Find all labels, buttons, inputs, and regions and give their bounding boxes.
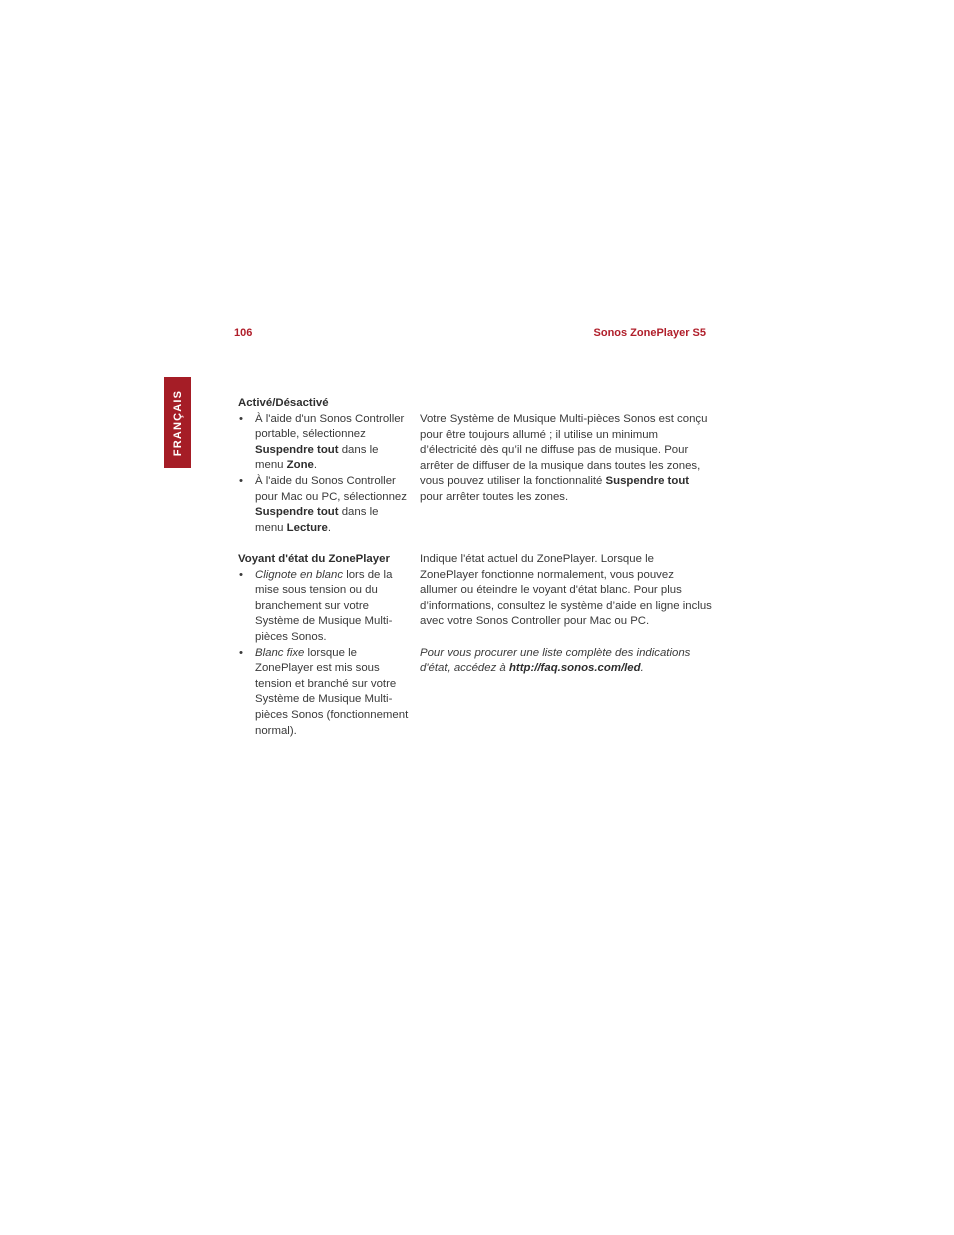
onoff-instructions (238, 396, 410, 536)
bullet-icon: • (239, 646, 243, 659)
bullet-text: À l'aide du Sonos Controller pour Mac ou PC, sélectionnez (255, 474, 407, 503)
bullet-text: lors de la mise sous tension ou du branchement sur votre Système de Musique Multi-pièces Sonos. (255, 568, 393, 643)
bullet-text: lorsque le ZonePlayer est mis sous tension et branché sur votre Système de Musique Multi-pièces Sonos (fonctionnement normal). (255, 646, 409, 737)
paragraph: Indique l'état actuel du ZonePlayer. Lorsque le ZonePlayer fonctionne normalement, vous pouvez allumer ou éteindre le voyant d'état blanc. Pour plus d’informations, consultez le système d’aide en ligne inclus avec votre Sonos Controller pour Mac ou PC. (420, 553, 712, 628)
status-description (420, 552, 712, 677)
running-title: Sonos ZonePlayer S5 (593, 327, 706, 339)
menu-command: Suspendre tout (255, 443, 339, 456)
status-heading: Voyant d'état du ZonePlayer (238, 553, 390, 565)
bullet-text: dans le menu (255, 506, 379, 534)
paragraph (420, 412, 712, 506)
bullet-text: À l'aide d'un Sonos Controller portable, sélectionnez (255, 412, 405, 441)
note-text: . (640, 662, 644, 675)
status-states (238, 552, 410, 739)
paragraph-text: Votre Système de Musique Multi-pièces Sonos est conçu pour être toujours allumé ; il utilise un minimum d’électricité dès qu’il ne diffuse pas de musique. Pour arrêter de diffuser de la musique dans toutes les zones, vous pouvez utiliser la fonctionnalité (420, 413, 708, 488)
bullet-text: . (327, 521, 331, 534)
status-bullet-list (238, 568, 410, 740)
bullet-icon: • (239, 412, 243, 425)
list-item (238, 568, 410, 646)
bullet-icon: • (239, 474, 243, 487)
list-item (238, 412, 410, 474)
language-tab-label: FRANÇAIS (171, 389, 184, 456)
paragraph-spacer (420, 630, 712, 646)
bullet-text: dans le menu (255, 443, 379, 472)
paragraph-text: pour arrêter toutes les zones. (420, 490, 569, 503)
faq-link[interactable]: http://faq.sonos.com/led (508, 662, 641, 675)
onoff-description (420, 412, 712, 506)
onoff-heading: Activé/Désactivé (238, 397, 329, 409)
feature-name: Suspendre tout (605, 475, 690, 488)
language-tab (164, 377, 191, 468)
menu-name: Zone (286, 459, 314, 472)
bullet-icon: • (239, 568, 243, 581)
status-state-name: Blanc fixe (255, 646, 305, 659)
note-text: Pour vous procurer une liste complète des indications d'état, accédez à (420, 646, 691, 675)
onoff-bullet-list (238, 412, 410, 537)
bullet-text: . (313, 459, 318, 472)
menu-command: Suspendre tout (255, 506, 339, 519)
menu-name: Lecture (286, 521, 328, 534)
page-number: 106 (234, 327, 253, 339)
status-state-name: Clignote en blanc (255, 568, 344, 581)
note-paragraph (420, 646, 712, 677)
list-item (238, 646, 410, 740)
list-item (238, 474, 410, 536)
